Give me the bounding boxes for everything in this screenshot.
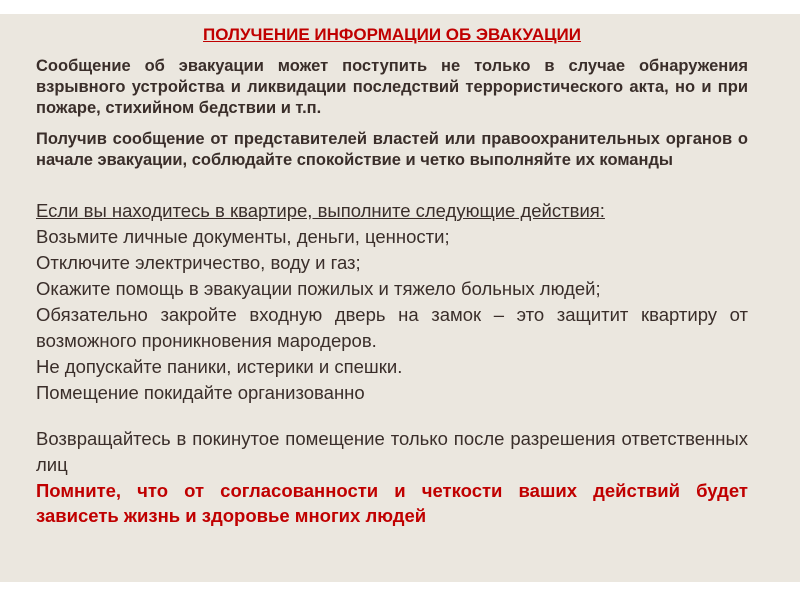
authority-instructions-paragraph: Получив сообщение от представителей властей или правоохранительных органов о начале эвакуации, соблюдайте спокойствие и четко выполняйте их команды — [36, 130, 748, 169]
warning-note: Помните, что от согласованности и четкости ваших действий будет зависеть жизнь и здоровье многих людей — [36, 480, 748, 526]
actions-list — [36, 224, 748, 406]
slide-content — [36, 18, 748, 528]
action-item: Обязательно закройте входную дверь на замок – это защитит квартиру от возможного проникновения мародеров. — [36, 304, 748, 351]
action-item: Не допускайте паники, истерики и спешки. — [36, 356, 403, 377]
spacer — [36, 181, 748, 198]
action-item: Отключите электричество, воду и газ; — [36, 252, 361, 273]
top-border — [0, 0, 800, 14]
evacuation-notice-paragraph: Сообщение об эвакуации может поступить не только в случае обнаружения взрывного устройства и ликвидации последствий террористического акта, но и при пожаре, стихийном бедствии и т.п. — [36, 57, 748, 117]
action-item: Окажите помощь в эвакуации пожилых и тяжело больных людей; — [36, 278, 601, 299]
slide-title: ПОЛУЧЕНИЕ ИНФОРМАЦИИ ОБ ЭВАКУАЦИИ — [203, 25, 581, 44]
spacer — [36, 406, 748, 426]
action-item: Помещение покидайте организованно — [36, 382, 365, 403]
apartment-actions-heading: Если вы находитесь в квартире, выполните следующие действия: — [36, 200, 605, 221]
return-note: Возвращайтесь в покинутое помещение только после разрешения ответственных лиц — [36, 428, 748, 475]
bottom-border — [0, 582, 800, 600]
action-item: Возьмите личные документы, деньги, ценности; — [36, 226, 450, 247]
